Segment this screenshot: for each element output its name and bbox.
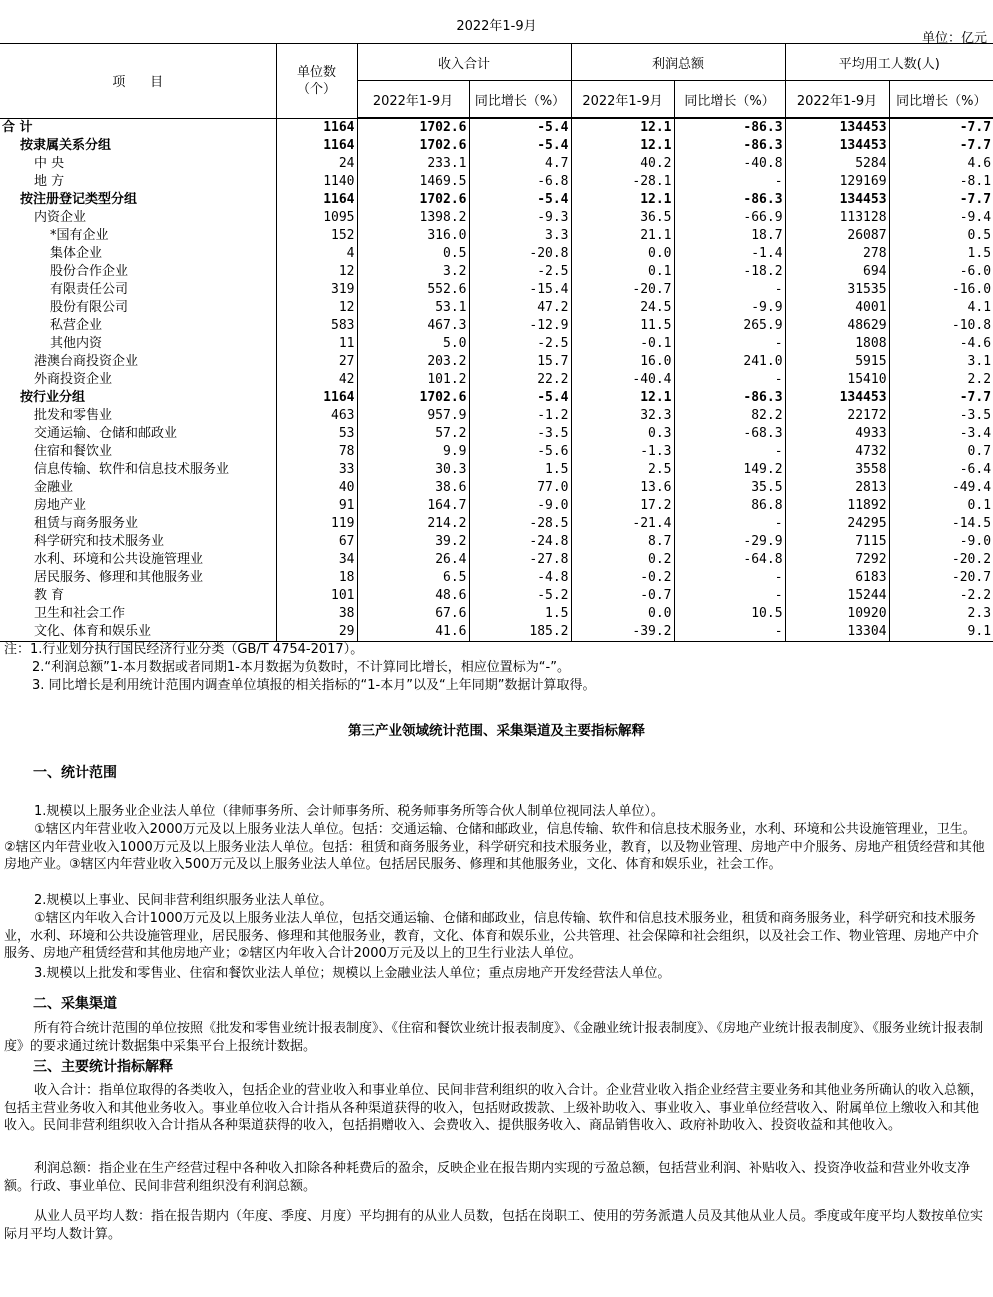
cell-revenue: 3.2 (357, 263, 469, 281)
cell-profit: 16.0 (571, 353, 674, 371)
cell-revenue: 1469.5 (357, 173, 469, 191)
cell-units: 12 (276, 299, 357, 317)
cell-profit-growth: - (674, 623, 785, 642)
table-row (0, 623, 993, 642)
cell-units: 91 (276, 497, 357, 515)
row-label: 按注册登记类型分组 (0, 191, 276, 209)
header-employees: 平均用工人数(人) (785, 44, 993, 81)
cell-profit: 32.3 (571, 407, 674, 425)
report-period: 2022年1-9月 (456, 19, 537, 34)
cell-revenue-growth: -5.4 (469, 137, 571, 155)
cell-profit-growth: -18.2 (674, 263, 785, 281)
row-label: 其他内资 (0, 335, 276, 353)
cell-revenue-growth: 1.5 (469, 605, 571, 623)
cell-units: 152 (276, 227, 357, 245)
table-row (0, 227, 993, 245)
cell-profit: 12.1 (571, 137, 674, 155)
cell-units: 1140 (276, 173, 357, 191)
statistics-table (0, 43, 993, 642)
cell-revenue-growth: 47.2 (469, 299, 571, 317)
cell-employees-growth: -7.7 (959, 192, 992, 207)
cell-profit-growth: -68.3 (674, 425, 785, 443)
cell-revenue: 552.6 (357, 281, 469, 299)
cell-revenue-growth: -20.8 (469, 245, 571, 263)
cell-employees-growth: -9.0 (959, 534, 992, 549)
cell-employees: 134453 (785, 118, 889, 137)
row-label: 房地产业 (0, 497, 276, 515)
subheader-growth: 同比增长（%） (469, 81, 571, 119)
cell-profit: -40.4 (571, 371, 674, 389)
cell-employees: 31535 (785, 281, 889, 299)
cell-profit: 12.1 (571, 191, 674, 209)
row-label: 港澳台商投资企业 (0, 353, 276, 371)
table-row (0, 209, 993, 227)
cell-employees: 13304 (785, 623, 889, 642)
cell-profit-growth: - (674, 371, 785, 389)
cell-revenue-growth: -5.2 (469, 587, 571, 605)
cell-profit: -0.1 (571, 335, 674, 353)
row-label: 集体企业 (0, 245, 276, 263)
cell-profit-growth: - (674, 443, 785, 461)
cell-units: 40 (276, 479, 357, 497)
cell-units: 29 (276, 623, 357, 642)
table-row (0, 587, 993, 605)
cell-revenue: 41.6 (357, 623, 469, 642)
cell-employees-growth: 2.3 (967, 606, 992, 621)
cell-revenue: 30.3 (357, 461, 469, 479)
cell-profit-growth: -1.4 (674, 245, 785, 263)
paragraph-scope-2: 2.规模以上事业、民间非营利组织服务业法人单位。 (34, 893, 333, 908)
cell-profit-growth: -66.9 (674, 209, 785, 227)
cell-units: 119 (276, 515, 357, 533)
cell-revenue-growth: 1.5 (469, 461, 571, 479)
cell-revenue-growth: 22.2 (469, 371, 571, 389)
subheader-period: 2022年1-9月 (571, 81, 674, 119)
cell-revenue-growth: -28.5 (469, 515, 571, 533)
cell-revenue-growth: -3.5 (469, 425, 571, 443)
row-label: 住宿和餐饮业 (0, 443, 276, 461)
cell-profit-growth: -40.8 (674, 155, 785, 173)
cell-revenue-growth: -4.8 (469, 569, 571, 587)
cell-employees: 134453 (785, 389, 889, 407)
cell-revenue-growth: 185.2 (469, 623, 571, 642)
table-row (0, 605, 993, 623)
cell-units: 24 (276, 155, 357, 173)
cell-employees: 24295 (785, 515, 889, 533)
cell-employees: 4732 (785, 443, 889, 461)
cell-profit: 8.7 (571, 533, 674, 551)
row-label: 中 央 (0, 155, 276, 173)
cell-revenue: 48.6 (357, 587, 469, 605)
cell-employees-growth: 0.5 (967, 228, 992, 243)
paragraph-scope-3: 3.规模以上批发和零售业、住宿和餐饮业法人单位；规模以上金融业法人单位；重点房地产开发经营法人单位。 (34, 966, 671, 981)
cell-profit-growth: 10.5 (674, 605, 785, 623)
table-row (0, 281, 993, 299)
table-row (0, 299, 993, 317)
table-row (0, 425, 993, 443)
cell-profit: 12.1 (571, 389, 674, 407)
paragraph-scope-1: 1.规模以上服务业企业法人单位（律师事务所、会计师事务所、税务师事务所等合伙人制单位视同法人单位）。 (34, 804, 664, 819)
cell-employees-growth: -3.4 (959, 426, 992, 441)
cell-units: 4 (276, 245, 357, 263)
cell-employees: 15244 (785, 587, 889, 605)
cell-profit-growth: -86.3 (674, 389, 785, 407)
cell-units: 34 (276, 551, 357, 569)
table-body (0, 118, 993, 642)
cell-employees: 694 (785, 263, 889, 281)
cell-profit: -0.7 (571, 587, 674, 605)
section-heading-scope: 一、统计范围 (33, 765, 117, 781)
cell-profit-growth: - (674, 587, 785, 605)
note-2: 2.“利润总额”1-本月数据或者同期1-本月数据为负数时，不计算同比增长，相应位置标为“-”。 (32, 660, 570, 675)
table-row (0, 335, 993, 353)
cell-profit-growth: -64.8 (674, 551, 785, 569)
cell-profit-growth: - (674, 281, 785, 299)
cell-profit: -21.4 (571, 515, 674, 533)
cell-profit-growth: - (674, 515, 785, 533)
note-3: 3. 同比增长是利用统计范围内调查单位填报的相关指标的“1-本月”以及“上年同期”数据计算取得。 (32, 678, 596, 693)
row-label: 内资企业 (0, 209, 276, 227)
cell-units: 1164 (276, 389, 357, 407)
table-row (0, 479, 993, 497)
cell-revenue-growth: -24.8 (469, 533, 571, 551)
cell-employees: 15410 (785, 371, 889, 389)
cell-employees-growth: -20.7 (951, 570, 992, 585)
cell-employees: 278 (785, 245, 889, 263)
paragraph-employees-definition: 从业人员平均人数：指在报告期内（年度、季度、月度）平均拥有的从业人员数，包括在岗职工、使用的劳务派遣人员及其他从业人员。季度或年度平均人数按单位实际月平均人数计算。 (4, 1209, 984, 1242)
cell-employees-growth: 9.1 (889, 623, 993, 642)
header-item: 项 目 (0, 44, 276, 119)
cell-revenue: 233.1 (357, 155, 469, 173)
cell-revenue: 5.0 (357, 335, 469, 353)
cell-revenue: 57.2 (357, 425, 469, 443)
table-row (0, 137, 993, 155)
cell-employees-growth: -8.1 (959, 174, 992, 189)
cell-employees-growth: -4.6 (959, 336, 992, 351)
cell-revenue-growth: -2.5 (469, 335, 571, 353)
cell-units: 1164 (276, 137, 357, 155)
table-row (0, 443, 993, 461)
cell-employees: 134453 (785, 137, 889, 155)
row-label: 合 计 (0, 118, 276, 137)
cell-profit: 0.1 (571, 263, 674, 281)
cell-revenue-growth: -2.5 (469, 263, 571, 281)
cell-units: 1164 (276, 191, 357, 209)
cell-revenue: 6.5 (357, 569, 469, 587)
cell-revenue-growth: -6.8 (469, 173, 571, 191)
cell-revenue-growth: -9.0 (469, 497, 571, 515)
cell-profit: 11.5 (571, 317, 674, 335)
row-label: 信息传输、软件和信息技术服务业 (0, 461, 276, 479)
cell-units: 67 (276, 533, 357, 551)
row-label: 交通运输、仓储和邮政业 (0, 425, 276, 443)
note-1: 注：1.行业划分执行国民经济行业分类（GB/T 4754-2017）。 (4, 642, 364, 657)
cell-employees: 10920 (785, 605, 889, 623)
cell-employees-growth: 0.1 (967, 498, 992, 513)
paragraph-scope-1-detail: ①辖区内年营业收入2000万元及以上服务业法人单位。包括：交通运输、仓储和邮政业，信息传输、软件和信息技术服务业，水利、环境和公共设施管理业，卫生。②辖区内年营业收入1000万元及以上服务业法人单位。包括：租赁和商务服务业，科学研究和技术服务业，教育，以及物业管理、房地产中介服务、房地产租赁经营和其他房地产业。③辖区内年营业收入500万元及以上服务业法人单位。包括居民服务、修理和其他服务业，文化、体育和娱乐业，社会工作。 (4, 822, 985, 872)
cell-employees: 5915 (785, 353, 889, 371)
table-row (0, 497, 993, 515)
cell-profit-growth: -86.3 (674, 118, 785, 137)
table-row (0, 569, 993, 587)
cell-profit: -20.7 (571, 281, 674, 299)
cell-profit: 36.5 (571, 209, 674, 227)
cell-employees-growth: 4.1 (967, 300, 992, 315)
header-profit: 利润总额 (571, 44, 785, 81)
cell-profit-growth: - (674, 569, 785, 587)
cell-profit-growth: 82.2 (674, 407, 785, 425)
cell-profit: 0.2 (571, 551, 674, 569)
cell-employees: 48629 (785, 317, 889, 335)
unit-label: 单位：亿元 (921, 31, 987, 46)
cell-employees-growth: -6.4 (959, 462, 992, 477)
cell-employees-growth: -7.7 (959, 138, 992, 153)
cell-profit: -28.1 (571, 173, 674, 191)
row-label: 私营企业 (0, 317, 276, 335)
cell-profit: -0.2 (571, 569, 674, 587)
cell-units: 53 (276, 425, 357, 443)
row-label: 按隶属关系分组 (0, 137, 276, 155)
table-row (0, 155, 993, 173)
cell-profit: 40.2 (571, 155, 674, 173)
cell-profit: 21.1 (571, 227, 674, 245)
cell-revenue: 38.6 (357, 479, 469, 497)
cell-revenue: 467.3 (357, 317, 469, 335)
cell-employees-growth: -6.0 (959, 264, 992, 279)
cell-revenue-growth: -5.4 (469, 389, 571, 407)
row-label: *国有企业 (0, 227, 276, 245)
cell-profit-growth: -86.3 (674, 137, 785, 155)
cell-units: 18 (276, 569, 357, 587)
cell-employees: 5284 (785, 155, 889, 173)
row-label: 有限责任公司 (0, 281, 276, 299)
cell-employees: 26087 (785, 227, 889, 245)
cell-employees-growth: 4.6 (967, 156, 992, 171)
cell-profit: 24.5 (571, 299, 674, 317)
cell-revenue: 0.5 (357, 245, 469, 263)
cell-employees: 11892 (785, 497, 889, 515)
cell-units: 463 (276, 407, 357, 425)
cell-revenue-growth: -1.2 (469, 407, 571, 425)
cell-employees-growth: -2.2 (959, 588, 992, 603)
cell-revenue: 164.7 (357, 497, 469, 515)
cell-revenue: 203.2 (357, 353, 469, 371)
table-row (0, 317, 993, 335)
cell-employees: 6183 (785, 569, 889, 587)
cell-profit: 2.5 (571, 461, 674, 479)
cell-revenue-growth: -27.8 (469, 551, 571, 569)
header-units: 单位数 （个） (276, 44, 357, 119)
table-row (0, 515, 993, 533)
cell-revenue-growth: -5.4 (469, 118, 571, 137)
row-label: 股份合作企业 (0, 263, 276, 281)
table-row (0, 371, 993, 389)
row-label: 股份有限公司 (0, 299, 276, 317)
cell-profit-growth: 241.0 (674, 353, 785, 371)
cell-revenue-growth: -5.6 (469, 443, 571, 461)
row-label: 水利、环境和公共设施管理业 (0, 551, 276, 569)
cell-employees-growth: 3.1 (967, 354, 992, 369)
cell-employees: 1808 (785, 335, 889, 353)
cell-profit-growth: -86.3 (674, 191, 785, 209)
cell-units: 33 (276, 461, 357, 479)
cell-units: 101 (276, 587, 357, 605)
row-label: 地 方 (0, 173, 276, 191)
table-row (0, 353, 993, 371)
cell-units: 38 (276, 605, 357, 623)
cell-units: 583 (276, 317, 357, 335)
cell-revenue: 53.1 (357, 299, 469, 317)
cell-employees-growth: -16.0 (951, 282, 992, 297)
table-row (0, 461, 993, 479)
cell-employees-growth: -14.5 (951, 516, 992, 531)
cell-revenue: 39.2 (357, 533, 469, 551)
table-row (0, 389, 993, 407)
cell-revenue-growth: 4.7 (469, 155, 571, 173)
row-label: 批发和零售业 (0, 407, 276, 425)
table-row (0, 191, 993, 209)
cell-profit: 0.0 (571, 245, 674, 263)
explanation-title: 第三产业领域统计范围、采集渠道及主要指标解释 (348, 723, 645, 739)
section-heading-channel: 二、采集渠道 (33, 996, 117, 1012)
table-row (0, 551, 993, 569)
cell-employees: 7115 (785, 533, 889, 551)
cell-revenue: 1398.2 (357, 209, 469, 227)
cell-revenue: 1702.6 (357, 137, 469, 155)
cell-profit-growth: - (674, 335, 785, 353)
cell-employees: 4001 (785, 299, 889, 317)
table-row (0, 118, 993, 137)
cell-revenue: 957.9 (357, 407, 469, 425)
paragraph-channel: 所有符合统计范围的单位按照《批发和零售业统计报表制度》、《住宿和餐饮业统计报表制度》、《金融业统计报表制度》、《房地产业统计报表制度》、《服务业统计报表制度》的要求通过统计数据集中采集平台上报统计数据。 (4, 1021, 984, 1054)
cell-units: 78 (276, 443, 357, 461)
cell-employees: 113128 (785, 209, 889, 227)
cell-employees: 129169 (785, 173, 889, 191)
cell-profit-growth: 18.7 (674, 227, 785, 245)
cell-employees-growth: -20.2 (951, 552, 992, 567)
cell-revenue: 67.6 (357, 605, 469, 623)
cell-revenue-growth: -5.4 (469, 191, 571, 209)
cell-employees: 2813 (785, 479, 889, 497)
cell-units: 319 (276, 281, 357, 299)
cell-revenue: 9.9 (357, 443, 469, 461)
cell-profit: 12.1 (571, 118, 674, 137)
section-heading-indicators: 三、主要统计指标解释 (33, 1059, 173, 1075)
cell-employees-growth: -7.7 (959, 120, 992, 135)
cell-profit: 0.0 (571, 605, 674, 623)
cell-profit-growth: 86.8 (674, 497, 785, 515)
paragraph-scope-2-detail: ①辖区内年收入合计1000万元及以上服务业法人单位，包括交通运输、仓储和邮政业，信息传输、软件和信息技术服务业，租赁和商务服务业，科学研究和技术服务业，水利、环境和公共设施管理业，居民服务、修理和其他服务业，教育，文化、体育和娱乐业，公共管理、社会保障和社会组织，以及社会工作、物业管理、房地产中介服务、房地产租赁经营和其他房地产业；②辖区内年收入合计2000万元及以上的卫生行业法人单位。 (4, 911, 980, 961)
row-label: 按行业分组 (0, 389, 276, 407)
cell-units: 11 (276, 335, 357, 353)
cell-profit-growth: 35.5 (674, 479, 785, 497)
header-revenue: 收入合计 (357, 44, 571, 81)
cell-revenue: 1702.6 (357, 118, 469, 137)
cell-revenue: 101.2 (357, 371, 469, 389)
subheader-growth: 同比增长（%） (674, 81, 785, 119)
cell-employees: 4933 (785, 425, 889, 443)
table-notes (4, 641, 989, 695)
cell-employees-growth: 2.2 (967, 372, 992, 387)
cell-employees-growth: -9.4 (959, 210, 992, 225)
cell-units: 1095 (276, 209, 357, 227)
row-label: 外商投资企业 (0, 371, 276, 389)
row-label: 科学研究和技术服务业 (0, 533, 276, 551)
cell-units: 27 (276, 353, 357, 371)
cell-revenue-growth: -9.3 (469, 209, 571, 227)
row-label: 居民服务、修理和其他服务业 (0, 569, 276, 587)
cell-revenue: 1702.6 (357, 191, 469, 209)
cell-profit-growth: 265.9 (674, 317, 785, 335)
cell-employees-growth: -3.5 (959, 408, 992, 423)
subheader-growth: 同比增长（%） (889, 81, 993, 119)
paragraph-revenue-definition: 收入合计：指单位取得的各类收入，包括企业的营业收入和事业单位、民间非营利组织的收入合计。企业营业收入指企业经营主要业务和其他业务所确认的收入总额，包括主营业务收入和其他业务收入。事业单位收入合计指从各种渠道获得的收入，包括财政拨款、上级补助收入、事业收入、事业单位经营收入、附属单位上缴收入和其他收入。民间非营利组织收入合计指从各种渠道获得的收入，包括捐赠收入、会费收入、提供服务收入、商品销售收入、政府补助收入、投资收益和其他收入。 (4, 1083, 984, 1133)
cell-employees: 3558 (785, 461, 889, 479)
row-label: 卫生和社会工作 (0, 605, 276, 623)
table-row (0, 263, 993, 281)
subheader-period: 2022年1-9月 (357, 81, 469, 119)
row-label: 金融业 (0, 479, 276, 497)
cell-profit: 13.6 (571, 479, 674, 497)
cell-profit-growth: - (674, 173, 785, 191)
cell-revenue-growth: 15.7 (469, 353, 571, 371)
cell-revenue: 316.0 (357, 227, 469, 245)
paragraph-profit-definition: 利润总额：指企业在生产经营过程中各种收入扣除各种耗费后的盈余，反映企业在报告期内实现的亏盈总额，包括营业利润、补贴收入、投资净收益和营业外收支净额。行政、事业单位、民间非营利组织没有利润总额。 (4, 1161, 971, 1194)
cell-employees: 7292 (785, 551, 889, 569)
subheader-period: 2022年1-9月 (785, 81, 889, 119)
cell-revenue-growth: -12.9 (469, 317, 571, 335)
cell-revenue: 26.4 (357, 551, 469, 569)
cell-profit: -1.3 (571, 443, 674, 461)
cell-profit-growth: 149.2 (674, 461, 785, 479)
cell-units: 12 (276, 263, 357, 281)
row-label: 教 育 (0, 587, 276, 605)
cell-employees-growth: -10.8 (951, 318, 992, 333)
cell-employees: 134453 (785, 191, 889, 209)
cell-revenue-growth: 77.0 (469, 479, 571, 497)
row-label: 租赁与商务服务业 (0, 515, 276, 533)
cell-revenue: 1702.6 (357, 389, 469, 407)
table-row (0, 173, 993, 191)
cell-profit-growth: -9.9 (674, 299, 785, 317)
table-row (0, 407, 993, 425)
table-row (0, 533, 993, 551)
cell-employees-growth: -7.7 (959, 390, 992, 405)
cell-revenue: 214.2 (357, 515, 469, 533)
table-row (0, 245, 993, 263)
cell-employees-growth: -49.4 (951, 480, 992, 495)
cell-employees-growth: 0.7 (967, 444, 992, 459)
cell-profit: 0.3 (571, 425, 674, 443)
cell-profit: -39.2 (571, 623, 674, 642)
cell-units: 42 (276, 371, 357, 389)
row-label: 文化、体育和娱乐业 (0, 623, 276, 642)
cell-profit-growth: -29.9 (674, 533, 785, 551)
cell-employees: 22172 (785, 407, 889, 425)
cell-profit: 17.2 (571, 497, 674, 515)
cell-revenue-growth: -15.4 (469, 281, 571, 299)
cell-units: 1164 (276, 118, 357, 137)
cell-employees-growth: 1.5 (967, 246, 992, 261)
cell-revenue-growth: 3.3 (469, 227, 571, 245)
